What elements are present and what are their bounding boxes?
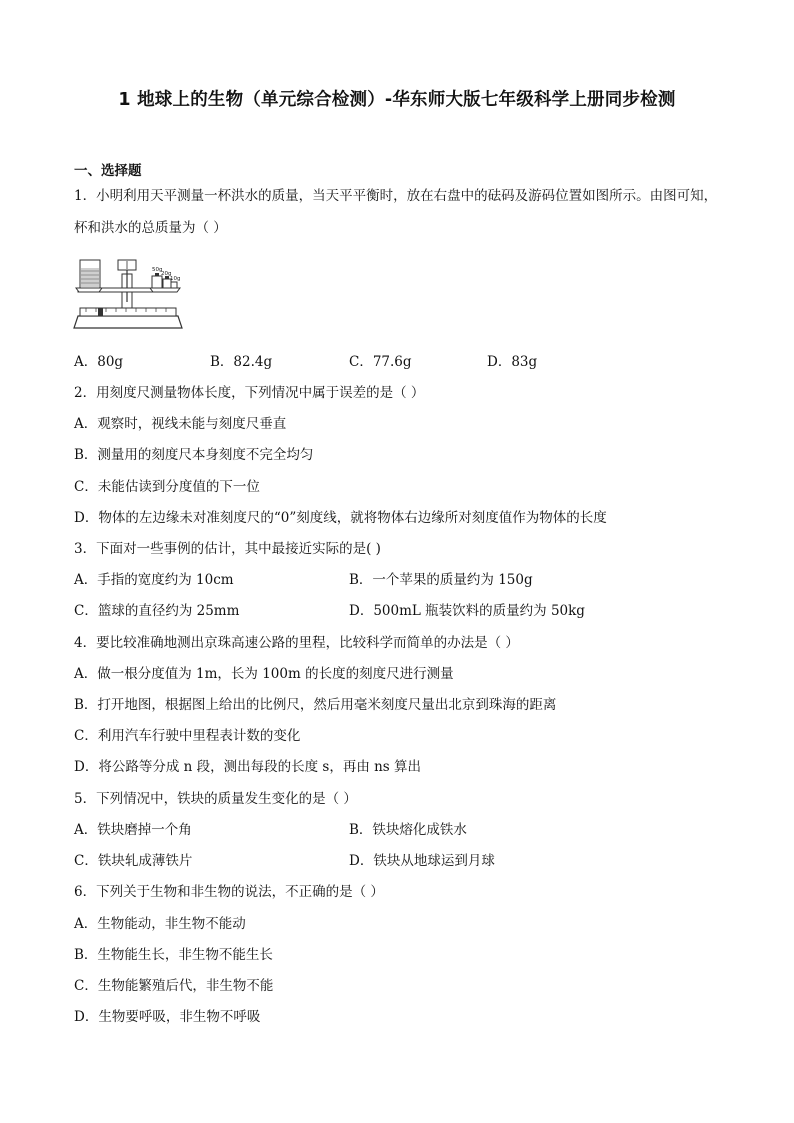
question-6-option-a: A．生物能动，非生物不能动 bbox=[74, 916, 246, 932]
section-heading: 一、选择题 bbox=[74, 163, 142, 179]
question-5-option-a: A．铁块磨掉一个角 bbox=[74, 822, 192, 838]
question-4-option-b: B．打开地图，根据图上给出的比例尺，然后用毫米刻度尺量出北京到珠海的距离 bbox=[74, 697, 557, 713]
question-5-option-b: B．铁块熔化成铁水 bbox=[349, 822, 467, 838]
question-3-option-b: B．一个苹果的质量约为 150g bbox=[349, 572, 533, 588]
question-5-option-d: D．铁块从地球运到月球 bbox=[349, 853, 495, 869]
question-6-option-c: C．生物能繁殖后代，非生物不能 bbox=[74, 978, 274, 994]
question-3-option-a: A．手指的宽度约为 10cm bbox=[74, 572, 234, 588]
question-6-text: 6．下列关于生物和非生物的说法，不正确的是（ ） bbox=[74, 884, 384, 900]
page-title: 1 地球上的生物（单元综合检测）-华东师大版七年级科学上册同步检测 bbox=[118, 90, 676, 110]
question-2-option-a: A．观察时，视线未能与刻度尺垂直 bbox=[74, 416, 287, 432]
weight-label-10g: 10g bbox=[170, 276, 181, 282]
question-3-text: 3．下面对一些事例的估计，其中最接近实际的是( ) bbox=[74, 541, 381, 557]
balance-scale-figure bbox=[72, 254, 184, 334]
question-4-option-c: C．利用汽车行驶中里程表计数的变化 bbox=[74, 728, 301, 744]
question-3-option-c: C．篮球的直径约为 25mm bbox=[74, 603, 240, 619]
question-1-text-line-2: 杯和洪水的总质量为（ ） bbox=[74, 220, 227, 236]
question-5-option-c: C．铁块轧成薄铁片 bbox=[74, 853, 193, 869]
question-4-option-d: D．将公路等分成 n 段，测出每段的长度 s，再由 ns 算出 bbox=[74, 759, 422, 775]
question-1-option-d: D．83g bbox=[487, 354, 538, 370]
question-1-option-a: A．80g bbox=[74, 354, 124, 370]
question-2-option-d: D．物体的左边缘未对准刻度尺的“0”刻度线，就将物体右边缘所对刻度值作为物体的长度 bbox=[74, 510, 607, 526]
question-4-text: 4．要比较准确地测出京珠高速公路的里程，比较科学而简单的办法是（ ） bbox=[74, 635, 519, 651]
weight-label-50g: 50g bbox=[152, 267, 163, 273]
question-2-text: 2．用刻度尺测量物体长度，下列情况中属于误差的是（ ） bbox=[74, 385, 425, 401]
question-1-option-c: C．77.6g bbox=[349, 354, 412, 370]
question-3-option-d: D．500mL 瓶装饮料的质量约为 50kg bbox=[349, 603, 585, 619]
question-4-option-a: A．做一根分度值为 1m，长为 100m 的长度的刻度尺进行测量 bbox=[74, 666, 454, 682]
question-1-text-line-1: 1．小明利用天平测量一杯洪水的质量，当天平平衡时，放在右盘中的砝码及游码位置如图所示。由图可知， bbox=[74, 188, 718, 204]
question-2-option-c: C．未能估读到分度值的下一位 bbox=[74, 479, 260, 495]
question-6-option-b: B．生物能生长，非生物不能生长 bbox=[74, 947, 273, 963]
question-1-option-b: B．82.4g bbox=[210, 354, 273, 370]
question-6-option-d: D．生物要呼吸，非生物不呼吸 bbox=[74, 1009, 261, 1025]
question-5-text: 5．下列情况中，铁块的质量发生变化的是（ ） bbox=[74, 791, 357, 807]
question-2-option-b: B．测量用的刻度尺本身刻度不完全均匀 bbox=[74, 447, 314, 463]
weight-label-20g: 20g bbox=[161, 271, 172, 277]
